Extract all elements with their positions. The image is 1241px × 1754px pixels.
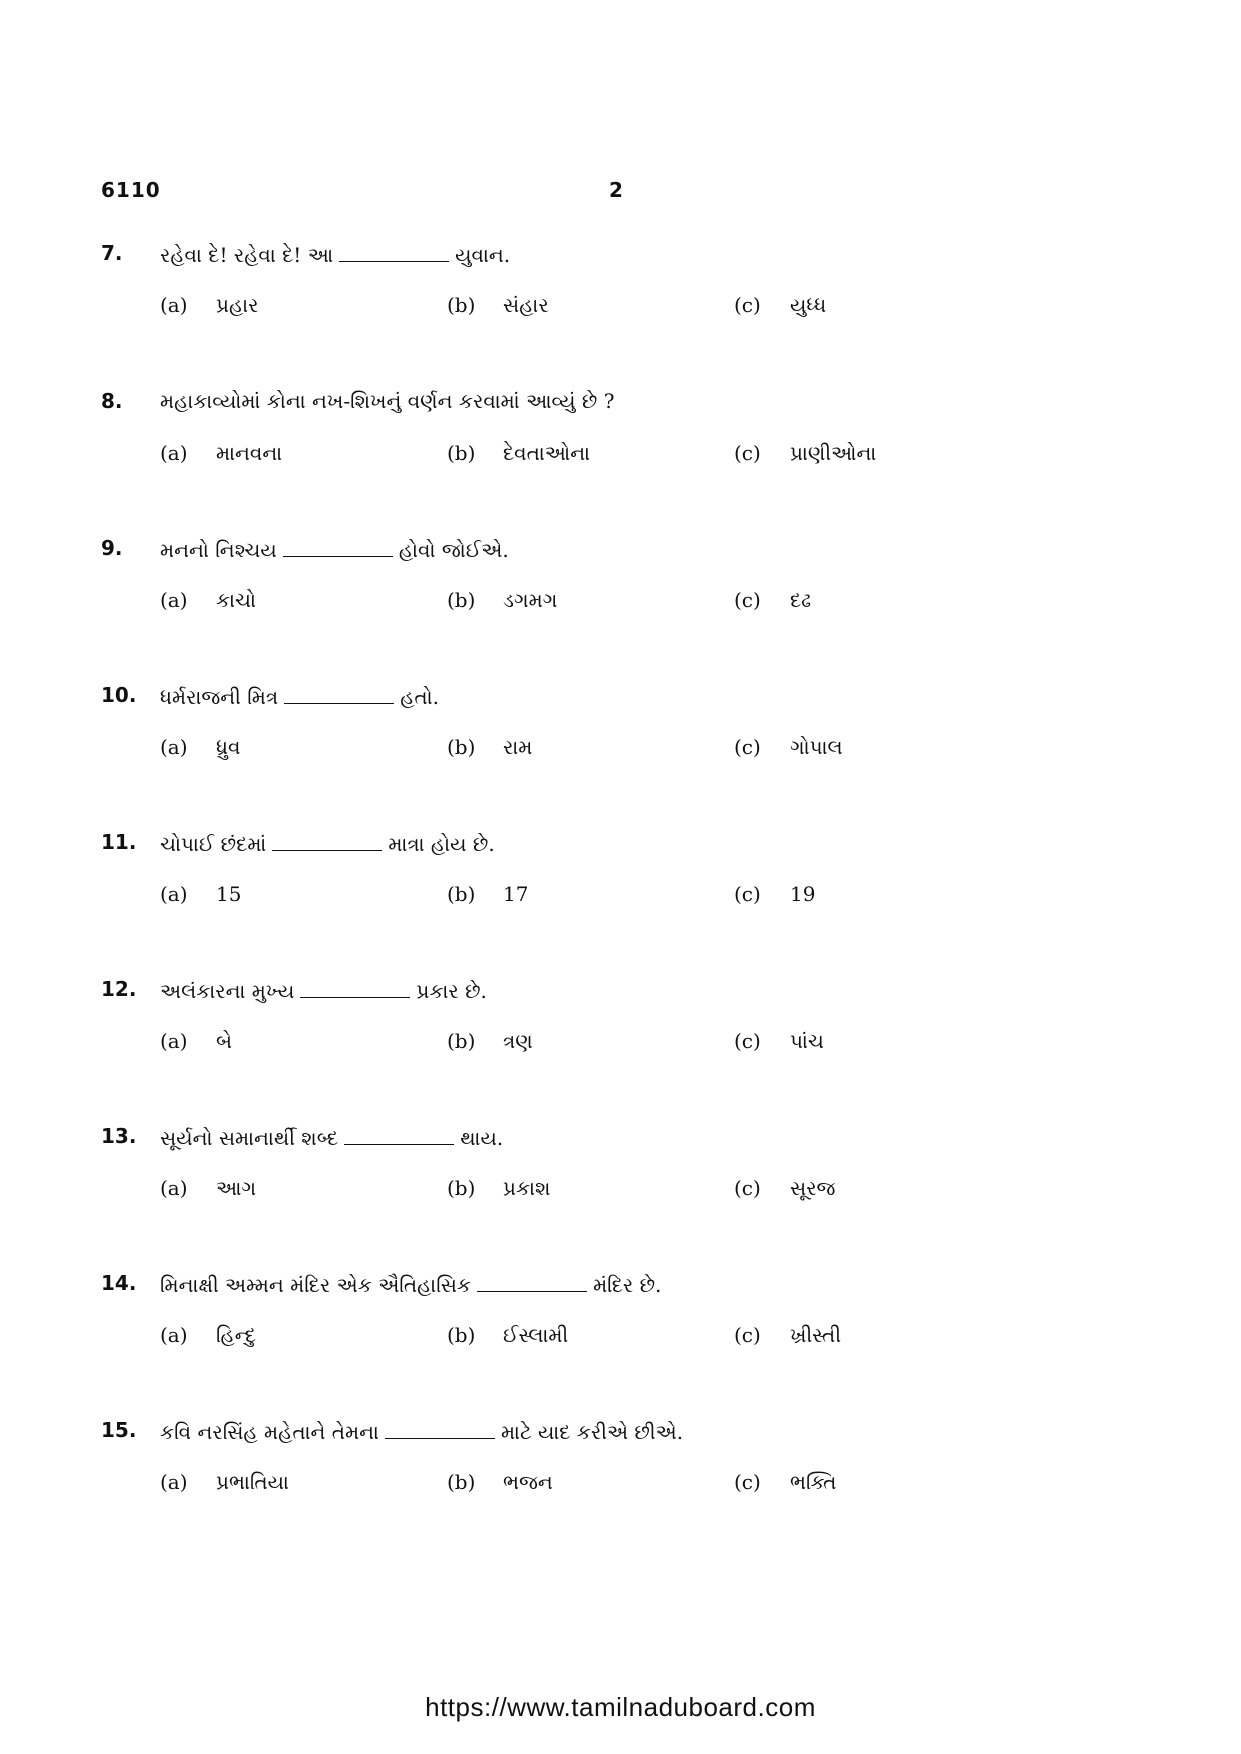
question-text-after: હતો.	[400, 685, 440, 709]
question-text: રહેવા દે! રહેવા દે! આ	[160, 243, 334, 267]
option-c: (c) દઢ	[734, 588, 812, 612]
question-number: 15.	[101, 1418, 137, 1442]
option-b: (b) ડગમગ	[447, 588, 558, 612]
question-number: 9.	[101, 536, 123, 560]
question-text-after: મંદિર છે.	[593, 1273, 662, 1297]
question-14	[101, 1271, 1101, 1381]
question-text: ધર્મરાજની મિત્ર	[160, 685, 279, 709]
question-number: 12.	[101, 977, 137, 1001]
question-text: અલંકારના મુખ્ય	[160, 979, 295, 1003]
question-number: 14.	[101, 1271, 137, 1295]
question-11	[101, 830, 1101, 940]
option-b: (b) ત્રણ	[447, 1029, 533, 1053]
option-c: (c) 19	[734, 882, 816, 906]
question-text: મનનો નિશ્ચય	[160, 538, 277, 562]
option-a: (a) પ્રભાતિયા	[160, 1470, 289, 1494]
option-a: (a) માનવના	[160, 441, 283, 465]
option-c: (c) ભક્તિ	[734, 1470, 837, 1494]
question-13	[101, 1124, 1101, 1234]
question-9	[101, 536, 1101, 646]
question-10	[101, 683, 1101, 793]
question-text-after: પ્રકાર છે.	[416, 979, 487, 1003]
option-a: (a) બે	[160, 1029, 233, 1053]
answer-blank	[272, 830, 382, 851]
option-b: (b) ભજન	[447, 1470, 553, 1494]
option-a: (a) પ્રહાર	[160, 293, 259, 317]
option-b: (b) 17	[447, 882, 529, 906]
question-number: 11.	[101, 830, 137, 854]
answer-blank	[283, 536, 393, 557]
option-a: (a) ધ્રુવ	[160, 735, 241, 759]
question-text: ચોપાઈ છંદમાં	[160, 832, 267, 856]
answer-blank	[344, 1124, 454, 1145]
question-number: 8.	[101, 389, 123, 413]
option-c: (c) પાંચ	[734, 1029, 824, 1053]
page-number: 2	[609, 178, 623, 202]
answer-blank	[284, 683, 394, 704]
question-text: મિનાક્ષી અમ્મન મંદિર એક ઐતિહાસિક	[160, 1273, 472, 1297]
option-a: (a) આગ	[160, 1176, 257, 1200]
question-8	[101, 389, 1101, 499]
question-12	[101, 977, 1101, 1087]
option-a: (a) હિન્દુ	[160, 1323, 256, 1347]
answer-blank	[300, 977, 410, 998]
option-c: (c) સૂરજ	[734, 1176, 836, 1200]
question-text: કવિ નરસિંહ મહેતાને તેમના	[160, 1420, 379, 1444]
question-number: 10.	[101, 683, 137, 707]
option-b: (b) રામ	[447, 735, 533, 759]
answer-blank	[385, 1418, 495, 1439]
paper-code: 6110	[101, 178, 161, 202]
question-text: સૂર્યનો સમાનાર્થી શબ્દ	[160, 1126, 339, 1150]
option-c: (c) ખ્રીસ્તી	[734, 1323, 842, 1347]
option-a: (a) 15	[160, 882, 242, 906]
question-text-after: માટે યાદ કરીએ છીએ.	[500, 1420, 684, 1444]
question-7	[101, 241, 1101, 351]
question-text-after: માત્રા હોય છે.	[388, 832, 495, 856]
option-b: (b) સંહાર	[447, 293, 549, 317]
question-number: 7.	[101, 241, 123, 265]
question-text-after: થાય.	[460, 1126, 504, 1150]
page-header	[101, 178, 641, 208]
answer-blank	[477, 1271, 587, 1292]
question-text-after: હોવો જોઈએ.	[398, 538, 509, 562]
option-b: (b) પ્રકાશ	[447, 1176, 551, 1200]
option-c: (c) ગોપાલ	[734, 735, 843, 759]
option-c: (c) પ્રાણીઓના	[734, 441, 877, 465]
footer-url: https://www.tamilnaduboard.com	[425, 1692, 816, 1722]
option-b: (b) ઈસ્લામી	[447, 1323, 569, 1347]
question-number: 13.	[101, 1124, 137, 1148]
question-text-after: યુવાન.	[455, 243, 511, 267]
question-text: મહાકાવ્યોમાં કોના નખ-શિખનું વર્ણન કરવામાં આવ્યું છે ?	[160, 389, 615, 413]
option-a: (a) કાચો	[160, 588, 257, 612]
option-c: (c) યુધ્ધ	[734, 293, 827, 317]
question-15	[101, 1418, 1101, 1528]
option-b: (b) દેવતાઓના	[447, 441, 591, 465]
answer-blank	[339, 241, 449, 262]
